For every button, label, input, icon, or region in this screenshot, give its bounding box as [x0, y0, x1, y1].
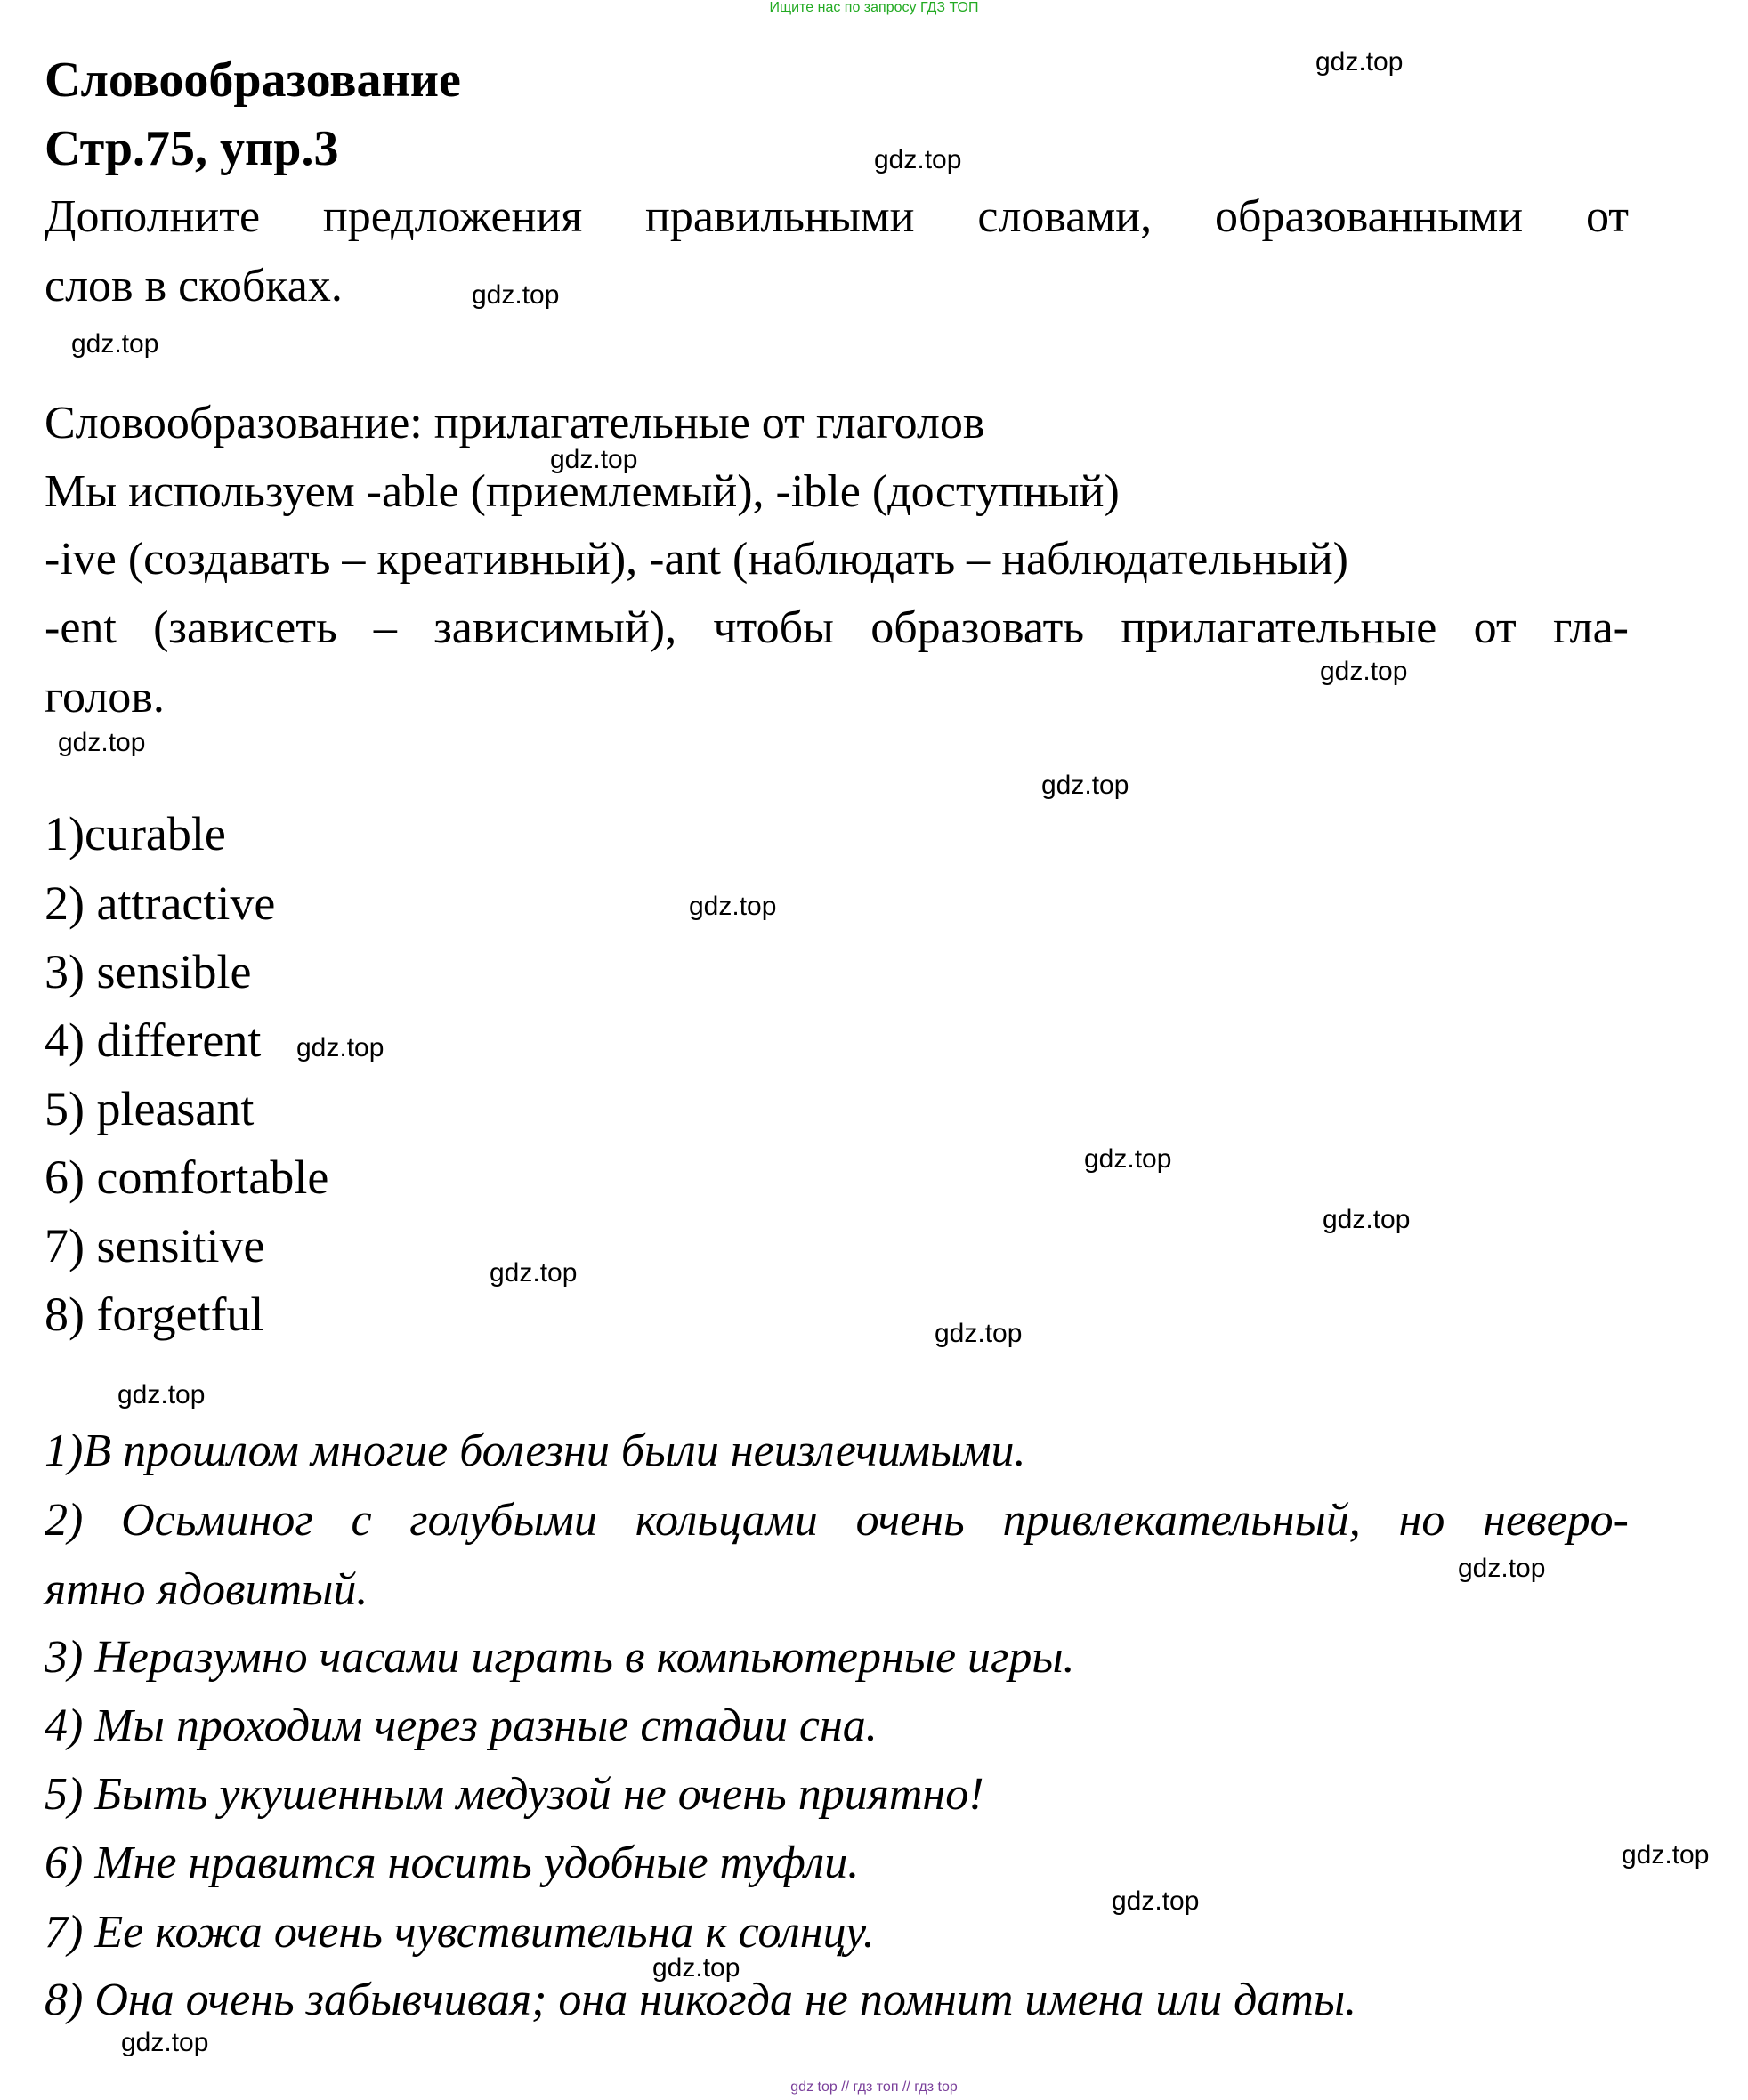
answer-3: 3) sensible: [45, 945, 252, 998]
watermark: gdz.top: [1323, 1205, 1411, 1234]
watermark: gdz.top: [71, 329, 159, 359]
answer-5: 5) pleasant: [45, 1082, 255, 1135]
watermark: gdz.top: [1084, 1144, 1172, 1174]
translation-1: 1)В прошлом многие болезни были неизлечимыми.: [45, 1426, 1026, 1476]
translation-2-cont: ятно ядовитый.: [45, 1564, 368, 1615]
watermark: gdz.top: [58, 728, 146, 757]
watermark: gdz.top: [1315, 47, 1404, 77]
translation-3: 3) Неразумно часами играть в компьютерные игры.: [45, 1632, 1075, 1683]
watermark: gdz.top: [1041, 771, 1129, 800]
answer-7: 7) sensitive: [45, 1219, 265, 1272]
translation-6: 6) Мне нравится носить удобные туфли.: [45, 1838, 860, 1888]
translation-2: 2) Осьминог с голубыми кольцами очень привлекательный, но неверо-: [45, 1495, 1629, 1546]
watermark: gdz.top: [550, 445, 638, 474]
bottom-banner: gdz top // гдз топ // гдз top: [790, 2080, 958, 2095]
watermark: gdz.top: [1458, 1554, 1546, 1583]
rule-line-5: голов.: [45, 672, 165, 723]
watermark: gdz.top: [652, 1953, 740, 1983]
watermark: gdz.top: [935, 1319, 1023, 1348]
watermark: gdz.top: [472, 280, 560, 310]
answer-2: 2) attractive: [45, 876, 276, 930]
watermark: gdz.top: [1320, 657, 1408, 686]
top-banner: Ищите нас по запросу ГДЗ ТОП: [769, 0, 979, 15]
translation-8: 8) Она очень забывчивая; она никогда не помнит имена или даты.: [45, 1975, 1357, 2025]
page-title: Словообразование: [45, 52, 461, 108]
task-line-2: слов в скобках.: [45, 261, 343, 311]
rule-line-4: -ent (зависеть – зависимый), чтобы образовать прилагательные от гла-: [45, 602, 1629, 653]
watermark: gdz.top: [1112, 1886, 1200, 1916]
watermark: gdz.top: [689, 892, 777, 921]
answer-8: 8) forgetful: [45, 1288, 264, 1341]
watermark: gdz.top: [117, 1380, 206, 1409]
translation-4: 4) Мы проходим через разные стадии сна.: [45, 1700, 878, 1751]
watermark: gdz.top: [121, 2028, 209, 2057]
watermark: gdz.top: [874, 145, 962, 174]
watermark: gdz.top: [296, 1033, 384, 1062]
answer-4: 4) different: [45, 1014, 262, 1067]
watermark: gdz.top: [1622, 1840, 1710, 1870]
watermark: gdz.top: [490, 1258, 578, 1288]
rule-line-1: Словообразование: прилагательные от глаголов: [45, 398, 985, 448]
task-line-1: Дополните предложения правильными словами, образованными от: [45, 191, 1629, 242]
answer-1: 1)curable: [45, 807, 226, 860]
page-subtitle: Стр.75, упр.3: [45, 121, 339, 176]
translation-5: 5) Быть укушенным медузой не очень приятно!: [45, 1769, 984, 1820]
rule-line-2: Мы используем -able (приемлемый), -ible (доступный): [45, 466, 1120, 517]
rule-line-3: -ive (создавать – креативный), -ant (наблюдать – наблюдательный): [45, 534, 1348, 585]
translation-7: 7) Ее кожа очень чувствительна к солнцу.: [45, 1907, 875, 1958]
answer-6: 6) comfortable: [45, 1151, 329, 1204]
